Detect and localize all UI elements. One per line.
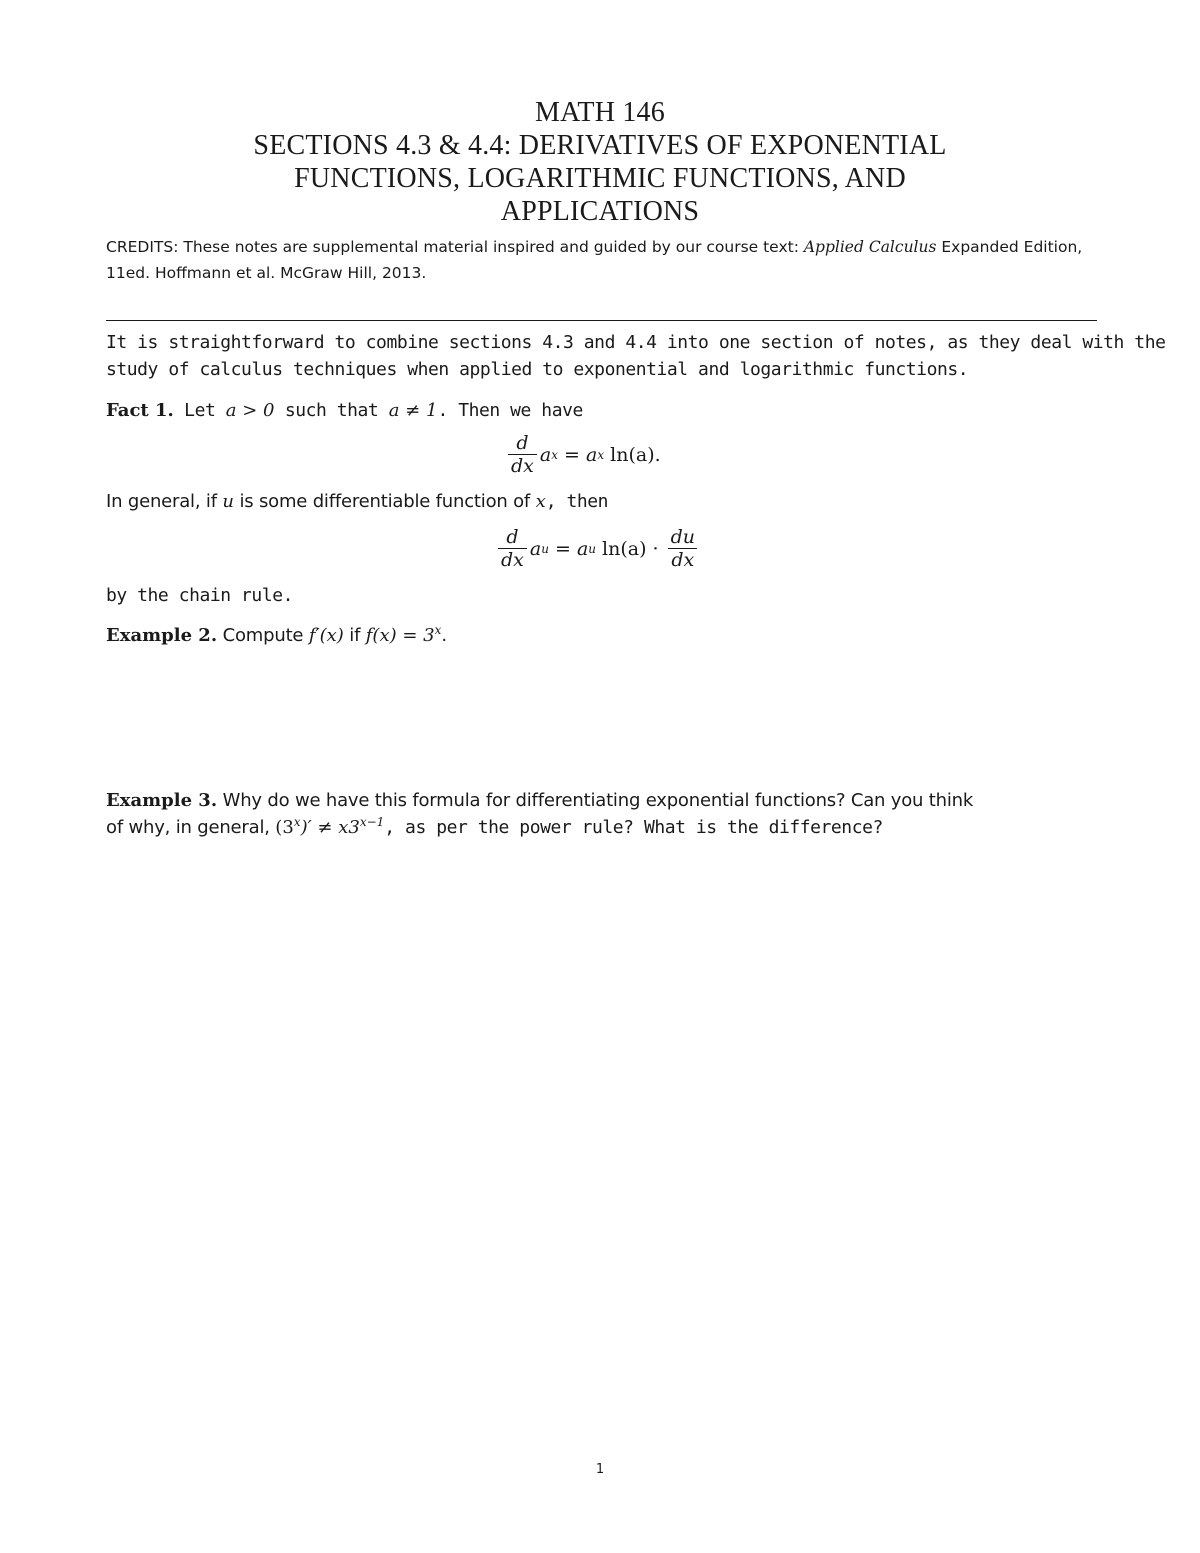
exponential-derivative-formula: $\frac{d}{dx}$ a x = a x ln(a). <box>505 432 661 477</box>
book-title: Applied Calculus <box>803 238 937 256</box>
function-definition: f(x) = 3 <box>365 625 435 646</box>
math-expression: )′ ≠ x3 <box>300 817 360 838</box>
general-text: is some differentiable function of <box>233 491 536 512</box>
course-title: MATH 146 <box>535 97 665 128</box>
math-expression: (3 <box>275 817 294 838</box>
fraction-denominator: dx <box>508 454 537 477</box>
section-title-line-1: SECTIONS 4.3 & 4.4: DERIVATIVES OF EXPONENTIAL <box>253 130 947 161</box>
variable-u: u <box>222 491 234 512</box>
derivative-expression: f′(x) <box>308 625 344 646</box>
page-title <box>100 96 1100 228</box>
equals-sign: = <box>548 537 577 560</box>
log-factor: ln(a) · <box>596 537 665 560</box>
horizontal-divider <box>106 320 1097 321</box>
fraction-denominator: dx <box>498 548 527 571</box>
chain-rule-formula: $\frac{d}{dx}$ a u = a u ln(a) · $\frac{du}{dx}$ <box>495 526 701 571</box>
variable-x: x <box>535 491 546 512</box>
fraction-numerator: d <box>506 526 519 548</box>
example-question: , as per the power rule? What is the difference? <box>384 817 883 838</box>
log-factor: ln(a). <box>604 443 661 466</box>
derivative-operator <box>508 432 537 477</box>
base: a <box>539 443 552 466</box>
intro-line-1: It is straightforward to combine sections 4.3 and 4.4 into one section of notes, as they deal with the <box>106 332 1166 353</box>
example-text: if <box>343 625 366 646</box>
fact-1 <box>106 397 1106 424</box>
credits-edition: Expanded Edition, <box>936 238 1083 256</box>
page-number: 1 <box>595 1462 605 1477</box>
fact-text: . Then we have <box>437 400 583 421</box>
example-3 <box>106 787 1106 841</box>
fact-text: such that <box>274 400 389 421</box>
example-label: Example 3. <box>106 790 218 811</box>
base: a <box>576 537 589 560</box>
fact-label: Fact 1. <box>106 400 174 421</box>
credits-citation: 11ed. Hoffmann et al. McGraw Hill, 2013. <box>106 264 427 282</box>
chain-rule-note: by the chain rule. <box>106 585 293 606</box>
equals-sign: = <box>558 443 586 466</box>
section-title-line-2: FUNCTIONS, LOGARITHMIC FUNCTIONS, AND <box>294 163 906 194</box>
intro-paragraph <box>106 329 1166 383</box>
fraction-numerator: du <box>670 526 696 548</box>
credits-text: CREDITS: These notes are supplemental material inspired and guided by our course text: <box>106 238 804 256</box>
example-2 <box>106 622 1106 649</box>
base: a <box>529 537 542 560</box>
general-statement <box>106 488 1106 515</box>
condition-a-positive: a > 0 <box>225 400 275 421</box>
condition-a-not-one: a ≠ 1 <box>388 400 438 421</box>
example-question: Why do we have this formula for differentiating exponential functions? Can you think <box>217 790 974 811</box>
fact-text: Let <box>173 400 226 421</box>
credits-note <box>106 234 1106 286</box>
general-text: In general, if <box>106 491 223 512</box>
exponent: x <box>293 815 301 829</box>
fraction-denominator: dx <box>668 548 697 571</box>
base: a <box>586 443 598 466</box>
example-label: Example 2. <box>106 625 218 646</box>
intro-line-2: study of calculus techniques when applied to exponential and logarithmic functions. <box>106 359 969 380</box>
fraction-numerator: d <box>516 432 529 454</box>
inner-derivative <box>668 526 698 571</box>
exponent: x−1 <box>359 815 385 829</box>
example-text: Compute <box>217 625 309 646</box>
section-title-line-3: APPLICATIONS <box>500 196 700 227</box>
general-text: , then <box>545 491 609 512</box>
example-text: . <box>441 625 447 646</box>
example-question: of why, in general, <box>106 817 276 838</box>
derivative-operator <box>498 526 527 571</box>
exponent: x <box>434 623 442 637</box>
